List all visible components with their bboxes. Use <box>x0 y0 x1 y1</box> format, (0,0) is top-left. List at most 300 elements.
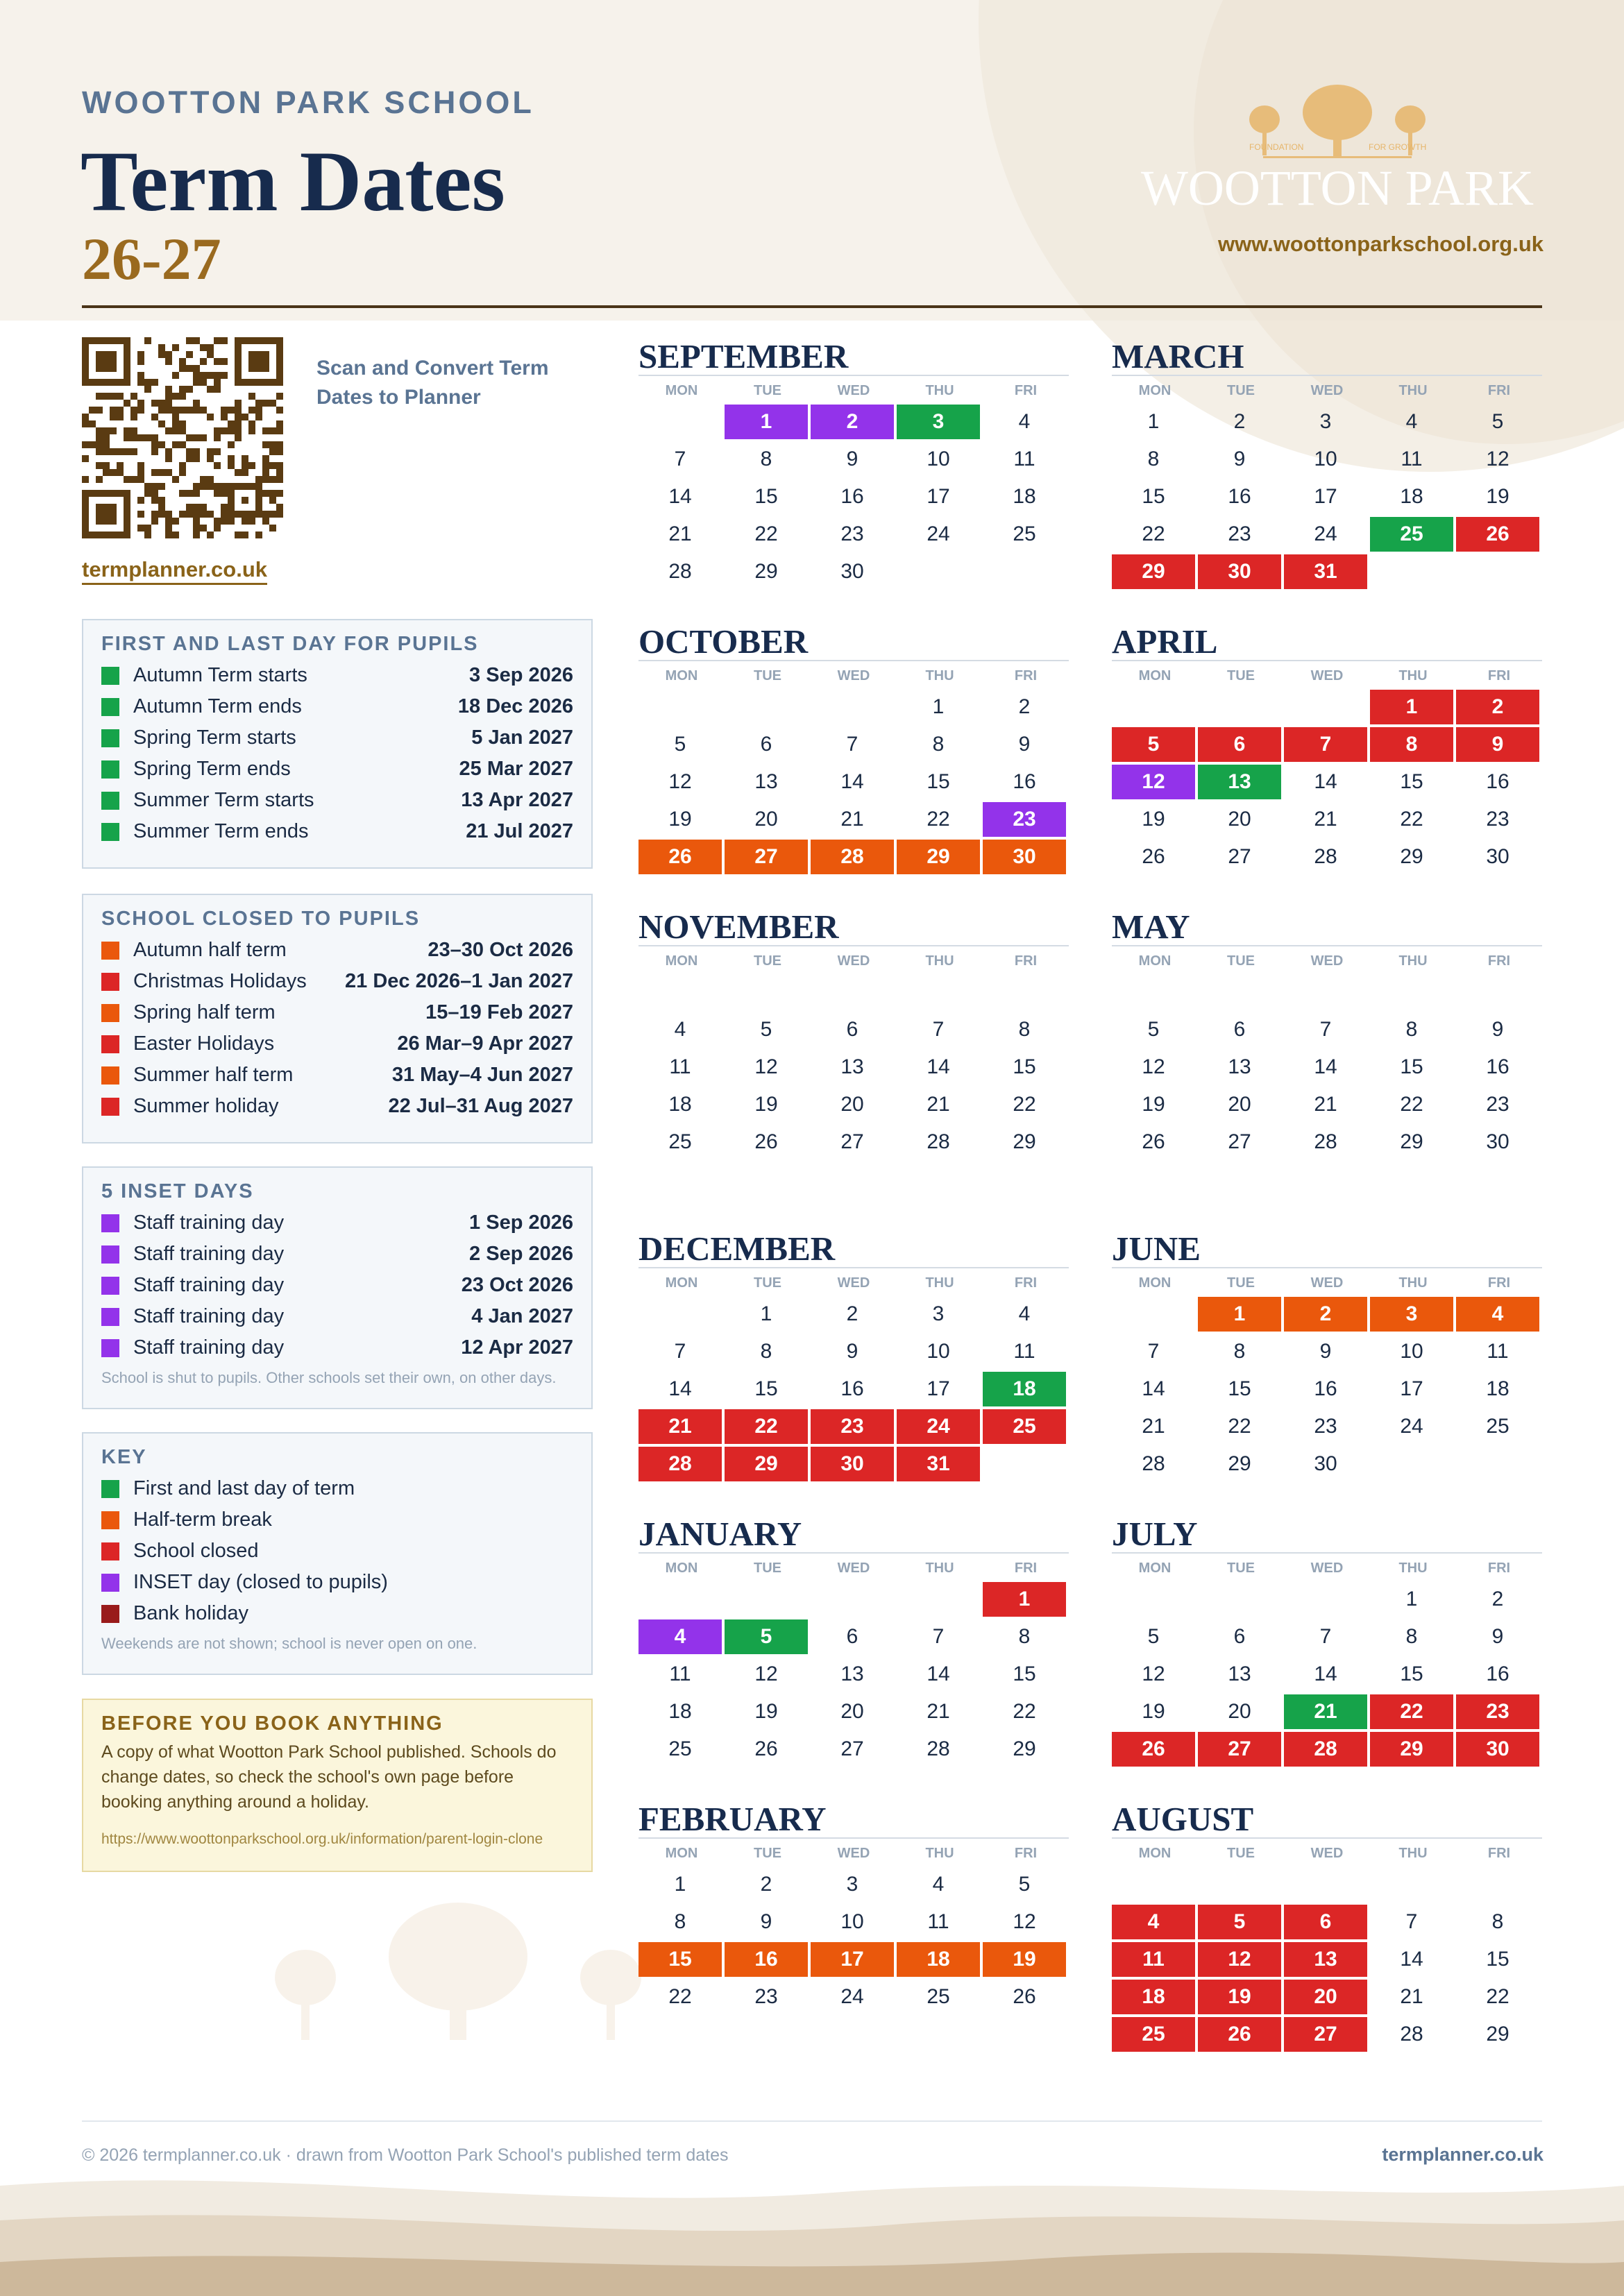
day-closed: 9 <box>1456 727 1539 762</box>
day: 19 <box>1142 1700 1165 1723</box>
day: 6 <box>846 1018 858 1041</box>
day: 20 <box>1228 1700 1251 1723</box>
day: 22 <box>1400 1093 1423 1116</box>
empty-cell <box>1112 690 1195 724</box>
day: 11 <box>1401 448 1423 470</box>
day: 2 <box>846 1302 858 1325</box>
day-closed: 13 <box>1284 1942 1367 1977</box>
day: 8 <box>1147 448 1160 470</box>
day: 28 <box>668 560 692 583</box>
watermark-tree-icon <box>229 1901 687 2054</box>
day-closed: 20 <box>1284 1980 1367 2014</box>
day: 8 <box>1233 1340 1246 1363</box>
color-swatch <box>101 792 119 810</box>
item-date: 21 Jul 2027 <box>466 820 573 842</box>
day: 11 <box>1013 448 1035 470</box>
closed-item <box>101 1060 573 1091</box>
day: 10 <box>927 1340 950 1363</box>
day: 23 <box>840 522 864 545</box>
school-website[interactable]: www.woottonparkschool.org.uk <box>1217 232 1543 256</box>
empty-cell <box>1456 1867 1539 1902</box>
academic-year: 26-27 <box>82 226 221 292</box>
header-divider <box>82 305 1542 308</box>
day: 7 <box>932 1018 945 1041</box>
key-note: Weekends are not shown; school is never open on one. <box>101 1635 477 1652</box>
empty-cell <box>1370 975 1453 1010</box>
day-grid <box>1112 1582 1542 1767</box>
color-swatch <box>101 1480 119 1498</box>
color-swatch <box>101 729 119 747</box>
day: 24 <box>1314 522 1337 545</box>
empty-cell <box>811 1582 894 1617</box>
weekday-label: TUE <box>754 953 781 969</box>
color-swatch <box>101 1339 119 1357</box>
item-date: 23 Oct 2026 <box>461 1274 573 1296</box>
empty-cell <box>897 1582 980 1617</box>
weekday-label: MON <box>665 1275 698 1291</box>
empty-cell <box>1284 975 1367 1010</box>
day: 6 <box>1233 1625 1246 1648</box>
weekday-label: MON <box>1138 383 1172 398</box>
day-closed: 28 <box>638 1447 722 1481</box>
day: 20 <box>840 1700 864 1723</box>
day: 12 <box>1013 1910 1036 1933</box>
day: 8 <box>760 1340 772 1363</box>
day: 19 <box>754 1700 778 1723</box>
weekday-label: MON <box>1138 1846 1172 1861</box>
day: 11 <box>1013 1340 1035 1363</box>
weekday-label: FRI <box>1014 1846 1038 1861</box>
day: 16 <box>1486 1055 1509 1078</box>
empty-cell <box>1112 1867 1195 1902</box>
item-date: 5 Jan 2027 <box>471 726 573 749</box>
closed-item <box>101 1091 573 1122</box>
key-item <box>101 1598 573 1629</box>
day: 20 <box>1228 808 1251 831</box>
color-swatch <box>101 1308 119 1326</box>
month-april <box>1112 624 1542 887</box>
day-closed: 7 <box>1284 727 1367 762</box>
color-swatch <box>101 667 119 685</box>
item-date: 1 Sep 2026 <box>469 1211 573 1234</box>
item-label: Bank holiday <box>133 1602 249 1624</box>
weekday-label: FRI <box>1487 668 1511 683</box>
day: 7 <box>1405 1910 1418 1933</box>
item-date: 3 Sep 2026 <box>469 664 573 686</box>
day: 14 <box>668 1377 692 1400</box>
day-closed: 22 <box>725 1409 808 1444</box>
day-half: 2 <box>1284 1297 1367 1332</box>
day: 16 <box>1486 1663 1509 1685</box>
day: 9 <box>1491 1625 1504 1648</box>
day: 22 <box>1142 522 1165 545</box>
qr-code[interactable] <box>82 337 283 538</box>
day: 18 <box>1486 1377 1509 1400</box>
item-label: Spring Term starts <box>133 726 296 749</box>
day: 8 <box>674 1910 686 1933</box>
color-swatch <box>101 1511 119 1529</box>
weekday-label: THU <box>1398 1275 1428 1291</box>
day: 1 <box>932 695 945 718</box>
footer-credit: © 2026 termplanner.co.uk · drawn from Wootton Park School's published term dates <box>82 2145 729 2165</box>
day: 22 <box>754 522 778 545</box>
weekday-label: WED <box>837 1275 870 1291</box>
weekday-label: FRI <box>1014 1561 1038 1576</box>
day: 8 <box>760 448 772 470</box>
weekday-label: WED <box>1310 1275 1344 1291</box>
item-label: Autumn Term starts <box>133 664 307 686</box>
day: 23 <box>1486 808 1509 831</box>
day: 29 <box>1486 2023 1509 2046</box>
day: 5 <box>760 1018 772 1041</box>
day: 30 <box>1486 1130 1509 1153</box>
weekday-label: WED <box>837 1846 870 1861</box>
day-closed: 25 <box>983 1409 1066 1444</box>
day: 16 <box>840 1377 864 1400</box>
day: 12 <box>1142 1663 1165 1685</box>
first-last-item <box>101 816 573 847</box>
item-date: 21 Dec 2026–1 Jan 2027 <box>345 970 573 992</box>
day-inset: 1 <box>725 405 808 439</box>
day: 27 <box>840 1130 864 1153</box>
item-label: INSET day (closed to pupils) <box>133 1571 388 1593</box>
item-date: 23–30 Oct 2026 <box>428 939 573 961</box>
weekday-label: THU <box>1398 953 1428 969</box>
day: 12 <box>668 770 692 793</box>
empty-cell <box>725 975 808 1010</box>
day: 18 <box>668 1093 692 1116</box>
color-swatch <box>101 698 119 716</box>
day: 3 <box>846 1873 858 1896</box>
day: 19 <box>1142 1093 1165 1116</box>
day-closed: 30 <box>1456 1732 1539 1767</box>
day: 16 <box>1228 485 1251 508</box>
weekday-label: FRI <box>1014 1275 1038 1291</box>
day: 14 <box>668 485 692 508</box>
day: 20 <box>754 808 778 831</box>
item-label: First and last day of term <box>133 1477 355 1499</box>
day: 22 <box>1013 1093 1036 1116</box>
empty-cell <box>1456 975 1539 1010</box>
weekday-label: MON <box>665 953 698 969</box>
weekday-header <box>1112 1275 1542 1291</box>
item-date: 18 Dec 2026 <box>457 695 573 717</box>
day: 27 <box>1228 845 1251 868</box>
day-grid <box>638 1297 1069 1481</box>
weekday-header <box>638 1561 1069 1576</box>
day: 12 <box>754 1055 778 1078</box>
month-name: MARCH <box>1112 339 1542 376</box>
weekday-label: TUE <box>1227 1846 1255 1861</box>
day-grid <box>638 690 1069 874</box>
closed-item <box>101 997 573 1028</box>
weekday-header <box>638 1275 1069 1291</box>
day: 10 <box>840 1910 864 1933</box>
item-label: Summer Term starts <box>133 789 314 811</box>
day: 6 <box>760 733 772 756</box>
weekday-header <box>638 383 1069 399</box>
weekday-label: TUE <box>754 1561 781 1576</box>
color-swatch <box>101 942 119 960</box>
item-date: 4 Jan 2027 <box>471 1305 573 1327</box>
empty-cell <box>1112 1297 1195 1332</box>
day: 30 <box>840 560 864 583</box>
weekday-label: WED <box>837 383 870 398</box>
empty-cell <box>638 1297 722 1332</box>
item-label: Spring half term <box>133 1001 276 1023</box>
day: 28 <box>1314 1130 1337 1153</box>
day-grid <box>638 1582 1069 1767</box>
day: 22 <box>1013 1700 1036 1723</box>
qr-caption: Scan and Convert Term Dates to Planner <box>316 357 549 409</box>
inset-item <box>101 1207 573 1239</box>
panel-title: FIRST AND LAST DAY FOR PUPILS <box>101 633 479 655</box>
empty-cell <box>1198 1867 1281 1902</box>
footer-divider <box>82 2120 1542 2122</box>
day: 18 <box>668 1700 692 1723</box>
inset-item <box>101 1239 573 1270</box>
weekday-label: THU <box>925 383 954 398</box>
day: 22 <box>668 1985 692 2008</box>
item-label: Summer Term ends <box>133 820 309 842</box>
month-july <box>1112 1516 1542 1780</box>
weekday-label: MON <box>665 1846 698 1861</box>
empty-cell <box>1198 975 1281 1010</box>
empty-cell <box>638 975 722 1010</box>
day: 12 <box>1142 1055 1165 1078</box>
inset-note: School is shut to pupils. Other schools set their own, on other days. <box>101 1369 557 1386</box>
day: 14 <box>927 1663 950 1685</box>
day: 3 <box>932 1302 945 1325</box>
day: 11 <box>669 1663 691 1685</box>
day: 19 <box>1142 808 1165 831</box>
color-swatch <box>101 1035 119 1053</box>
day: 1 <box>1405 1588 1418 1610</box>
month-september <box>638 339 1069 602</box>
day: 15 <box>754 485 778 508</box>
month-name: AUGUST <box>1112 1801 1542 1839</box>
weekday-label: TUE <box>754 1846 781 1861</box>
day: 2 <box>1491 1588 1504 1610</box>
day: 28 <box>927 1130 950 1153</box>
day: 5 <box>1147 1625 1160 1648</box>
empty-cell <box>638 690 722 724</box>
weekday-label: MON <box>1138 1561 1172 1576</box>
first-last-item <box>101 785 573 816</box>
warning-text: A copy of what Wootton Park School published. Schools do change dates, so check the school's own page before booking anything around a holiday. <box>101 1742 557 1812</box>
day-closed: 29 <box>1112 554 1195 589</box>
weekday-header <box>1112 953 1542 969</box>
day-closed: 27 <box>1284 2017 1367 2052</box>
day-closed: 5 <box>1112 727 1195 762</box>
day-closed: 30 <box>1198 554 1281 589</box>
day: 14 <box>1314 770 1337 793</box>
month-october <box>638 624 1069 887</box>
empty-cell <box>1284 690 1367 724</box>
day: 15 <box>1486 1948 1509 1971</box>
day: 21 <box>1314 1093 1337 1116</box>
weekday-label: FRI <box>1014 953 1038 969</box>
footer-waves <box>0 2165 1624 2296</box>
day: 6 <box>1233 1018 1246 1041</box>
day-closed: 1 <box>983 1582 1066 1617</box>
item-label: Half-term break <box>133 1508 272 1531</box>
empty-cell <box>1112 975 1195 1010</box>
day: 28 <box>1142 1452 1165 1475</box>
weekday-label: TUE <box>1227 668 1255 683</box>
day: 24 <box>927 522 950 545</box>
weekday-header <box>638 668 1069 684</box>
color-swatch <box>101 1214 119 1232</box>
day: 8 <box>1018 1018 1031 1041</box>
weekday-header <box>638 953 1069 969</box>
day: 10 <box>1314 448 1337 470</box>
weekday-label: MON <box>1138 953 1172 969</box>
empty-cell <box>1284 1867 1367 1902</box>
day-closed: 29 <box>1370 1732 1453 1767</box>
closed-panel <box>82 894 593 1143</box>
day: 2 <box>760 1873 772 1896</box>
key-item <box>101 1567 573 1598</box>
day: 21 <box>840 808 864 831</box>
item-label: Summer half term <box>133 1064 294 1086</box>
empty-cell <box>1198 690 1281 724</box>
day-closed: 1 <box>1370 690 1453 724</box>
warning-panel <box>82 1699 593 1872</box>
day: 8 <box>1491 1910 1504 1933</box>
weekday-label: FRI <box>1014 383 1038 398</box>
day: 2 <box>1233 410 1246 433</box>
day: 9 <box>760 1910 772 1933</box>
weekday-label: THU <box>1398 383 1428 398</box>
day: 15 <box>754 1377 778 1400</box>
weekday-label: THU <box>925 1561 954 1576</box>
day: 17 <box>1314 485 1337 508</box>
day: 23 <box>1228 522 1251 545</box>
day: 17 <box>927 1377 950 1400</box>
weekday-label: MON <box>1138 1275 1172 1291</box>
day: 16 <box>1314 1377 1337 1400</box>
day: 26 <box>754 1737 778 1760</box>
color-swatch <box>101 1277 119 1295</box>
day-first: 21 <box>1284 1694 1367 1729</box>
termplanner-link[interactable]: termplanner.co.uk <box>82 556 267 585</box>
month-name: APRIL <box>1112 624 1542 661</box>
day: 24 <box>840 1985 864 2008</box>
day: 8 <box>1018 1625 1031 1648</box>
weekday-label: MON <box>665 1561 698 1576</box>
source-url[interactable]: https://www.woottonparkschool.org.uk/information/parent-login-clone <box>101 1831 543 1847</box>
day: 9 <box>846 1340 858 1363</box>
empty-cell <box>897 975 980 1010</box>
page-title: Term Dates <box>81 134 505 229</box>
day: 14 <box>1400 1948 1423 1971</box>
day: 4 <box>674 1018 686 1041</box>
day-closed: 2 <box>1456 690 1539 724</box>
day: 14 <box>927 1055 950 1078</box>
day-half: 17 <box>811 1942 894 1977</box>
day: 21 <box>1314 808 1337 831</box>
day: 26 <box>1013 1985 1036 2008</box>
weekday-label: THU <box>1398 1561 1428 1576</box>
day: 27 <box>840 1737 864 1760</box>
day: 14 <box>1142 1377 1165 1400</box>
svg-text:FOUNDATION: FOUNDATION <box>1249 142 1304 152</box>
day-closed: 28 <box>1284 1732 1367 1767</box>
day: 23 <box>1486 1093 1509 1116</box>
day: 17 <box>1400 1377 1423 1400</box>
day-inset: 23 <box>983 802 1066 837</box>
day-half: 28 <box>811 840 894 874</box>
empty-cell <box>725 690 808 724</box>
weekday-label: TUE <box>754 1275 781 1291</box>
footer-link[interactable]: termplanner.co.uk <box>1382 2144 1543 2165</box>
day-first: 25 <box>1370 517 1453 552</box>
day: 12 <box>1486 448 1509 470</box>
day-closed: 27 <box>1198 1732 1281 1767</box>
empty-cell <box>1112 1582 1195 1617</box>
day: 29 <box>754 560 778 583</box>
day-inset: 2 <box>811 405 894 439</box>
closed-item <box>101 1028 573 1060</box>
day-first: 18 <box>983 1372 1066 1406</box>
day: 9 <box>1233 448 1246 470</box>
empty-cell <box>1198 1582 1281 1617</box>
closed-item <box>101 935 573 966</box>
day: 11 <box>1487 1340 1509 1363</box>
color-swatch <box>101 823 119 841</box>
weekday-label: MON <box>665 668 698 683</box>
item-label: Staff training day <box>133 1305 285 1327</box>
color-swatch <box>101 1542 119 1561</box>
month-name: NOVEMBER <box>638 909 1069 946</box>
day: 15 <box>1013 1055 1036 1078</box>
day: 22 <box>1400 808 1423 831</box>
day: 7 <box>846 733 858 756</box>
day: 28 <box>1400 2023 1423 2046</box>
month-june <box>1112 1231 1542 1495</box>
weekday-label: FRI <box>1487 383 1511 398</box>
day: 1 <box>674 1873 686 1896</box>
first-last-item <box>101 722 573 754</box>
inset-panel <box>82 1166 593 1409</box>
month-may <box>1112 909 1542 1173</box>
closed-item <box>101 966 573 997</box>
day-closed: 6 <box>1284 1905 1367 1939</box>
svg-text:WOOTTON PARK: WOOTTON PARK <box>1140 160 1534 216</box>
empty-cell <box>638 1582 722 1617</box>
panel-title: 5 INSET DAYS <box>101 1180 254 1202</box>
day: 12 <box>754 1663 778 1685</box>
day: 9 <box>1319 1340 1332 1363</box>
weekday-label: FRI <box>1014 668 1038 683</box>
day: 4 <box>1018 1302 1031 1325</box>
weekday-label: TUE <box>1227 383 1255 398</box>
day: 7 <box>1147 1340 1160 1363</box>
day-closed: 29 <box>725 1447 808 1481</box>
color-swatch <box>101 1098 119 1116</box>
school-logo <box>1131 76 1543 222</box>
weekday-label: MON <box>1138 668 1172 683</box>
item-date: 15–19 Feb 2027 <box>425 1001 573 1023</box>
first-last-item <box>101 691 573 722</box>
day: 15 <box>1228 1377 1251 1400</box>
day: 21 <box>927 1700 950 1723</box>
day: 21 <box>668 522 692 545</box>
day: 30 <box>1486 845 1509 868</box>
day: 10 <box>927 448 950 470</box>
day: 18 <box>1400 485 1423 508</box>
